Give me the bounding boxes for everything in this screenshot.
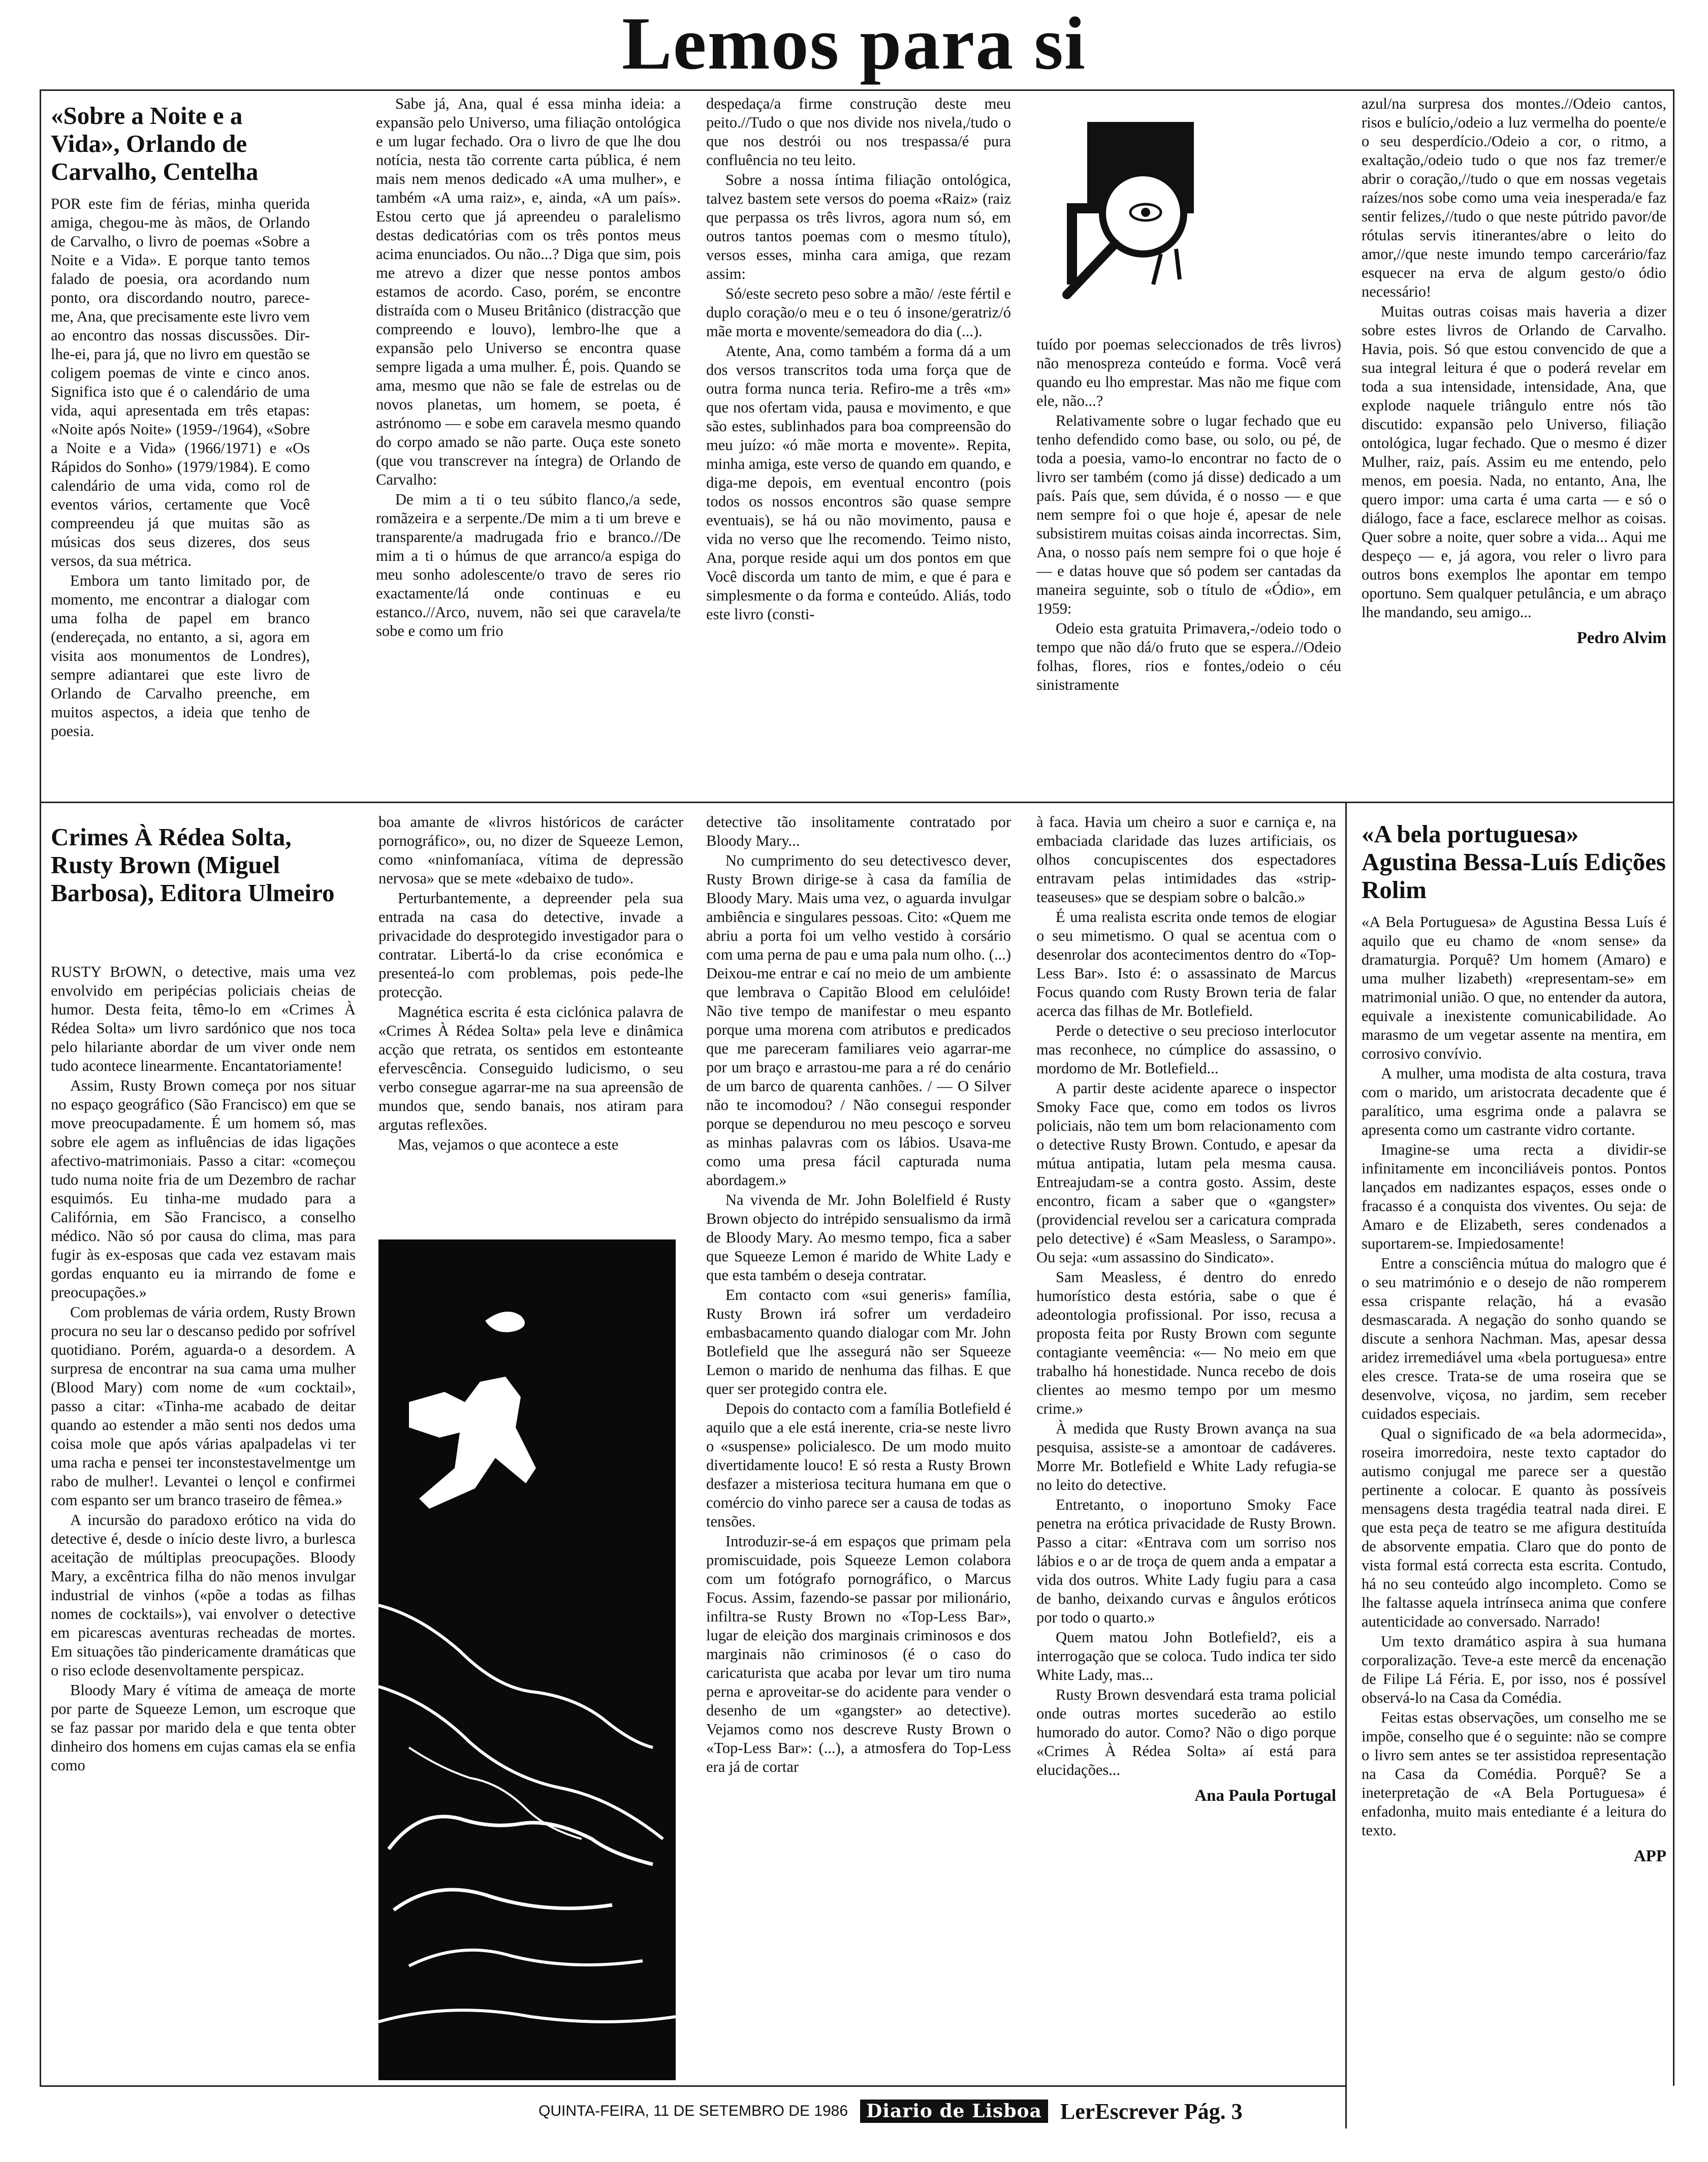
footer-date: QUINTA-FEIRA, 11 DE SETEMBRO DE 1986 xyxy=(539,2103,848,2119)
article3-headline: «A bela portuguesa» Agustina Bessa-Luís Edições Rolim xyxy=(1362,820,1666,904)
article1-paragraph: Relativamente sobre o lugar fechado que eu tenho defendido como base, ou solo, ou pé, de toda a poesia, vamo-lo encontrar no facto de o livro ser também (como já disse) dedicado a um país. País que, sem dúvida, é o nosso — e que nem sempre foi o que hoje é, apesar de nele subsistirem muitas coisas ainda incorrectas. Sim, Ana, o nosso país nem sempre foi o que hoje é — e datas houve que só podem ser cantadas da maneira seguinte, sob o título de «Ódio», em 1959: xyxy=(1036,412,1341,617)
article3-author: APP xyxy=(1633,1847,1666,1865)
left-border xyxy=(40,89,41,2086)
article1-column-1 xyxy=(51,94,310,798)
article2-column-3 xyxy=(706,813,1011,2080)
article2-paragraph: À medida que Rusty Brown avança na sua pesquisa, assiste-se a amontoar de cadáveres. Morre Mr. Botlefield e White Lady refugia-se no leito do detective. xyxy=(1036,1420,1336,1493)
article1-author: Pedro Alvim xyxy=(1576,629,1666,647)
article2-paragraph: Sam Measless, é dentro do enredo humorístico desta estória, sabe o que é adeontologia profissional. Por isso, recusa a proposta feita por Rusty Brown com segunte contagiante veemência: «— No meio em que trabalho há honestidade. Nunca recebo de dois clientes ao mesmo tempo por um mesmo crime.» xyxy=(1036,1268,1336,1417)
article2-paragraph: detective tão insolitamente contratado por Bloody Mary... xyxy=(706,813,1011,849)
article2-paragraph: No cumprimento do seu detectivesco dever, Rusty Brown dirige-se à casa da família de Bloody Mary. Mais uma vez, o aguarda invulgar ambiência e singulares pessoas. Cito: «Quem me abriu a porta foi um velho vestido à corsário com uma perna de pau e uma pala num olho. (...) Deixou-me entrar e caí no meio de um ambiente que lembrava o Capitão Blood em celulóide! Não tive tempo de manifestar o meu espanto porque uma morena com atributos e predicados que me pareceram familiares veio agarrar-me por um braço e arrastou-me para a ré do cenário de um barco de quarenta canhões. / — O Silver não te incomodou? / Não consegui responder porque se dependurou no meu pescoço e sorveu as minhas palavras com os lábios. Usava-me como uma presa fácil capturada numa abordagem.» xyxy=(706,852,1011,1189)
article3-column xyxy=(1362,813,1666,2118)
article3-paragraph: Entre a consciência mútua do malogro que é o seu matrimónio e o desejo de não romperem essa crispante relação, há a evasão desmascarada. A negação do sonho quando se discute a senhora Nachman. Mas, apesar dessa aridez irremediável uma «bela portuguesa» entre eles cresce. Trata-se de uma roseira que se desenvolve, viçosa, no jardim, sem receber cuidados especiais. xyxy=(1362,1255,1666,1422)
page-title: Lemos para si xyxy=(622,2,1086,85)
article1-paragraph: despedaça/a firme construção deste meu peito.//Tudo o que nos divide nos nivela,/tudo o que nos destrói ou nos trespassa/é pura confluência no teu leito. xyxy=(706,95,1011,169)
article1-paragraph: Muitas outras coisas mais haveria a dizer sobre estes livros de Orlando de Carvalho. Havia, pois. Só que estou convencido de que a sua integral leitura é que o poderá revelar em toda a sua intensidade, intensidade, Ana, que explode naquele triângulo entre nós tão discutido: expansão pelo Universo, filiação ontológica, lugar fechado. Que o mesmo é dizer Mulher, raiz, país. Assim eu me entendo, pelo menos, em poesia. Nada, no entanto, Ana, lhe quero impor: uma carta é uma carta — e só o diálogo, face a face, esclarece melhor as coisas. Quer sobre a noite, quer sobre a vida... Aqui me despeço — e, já agora, vou reler o livro para outros bons exemplos lhe apontar em tempo oportuno. Sem qualquer petulância, e um abraço lhe mandando, seu amigo... xyxy=(1362,303,1666,621)
article1-paragraph: De mim a ti o teu súbito flanco,/a sede, romãzeira e a serpente./De mim a ti um breve e transparente/a madrugada frio e branco.//De mim a ti o húmus de que arranco/a espiga do meu sonho adolescente/o travo de seres rio exactamente/lá onde continuas e eu estanco.//Arco, nuvem, não sei que caravela/te sobe e como um frio xyxy=(376,491,681,640)
top-rule xyxy=(40,89,1674,91)
middle-rule xyxy=(40,802,1674,803)
article1-paragraph: azul/na surpresa dos montes.//Odeio cantos, risos e bulício,/odeio a luz vermelha do poente/e o seu desperdício./Odeio a cor, o ritmo, a exaltação,/odeio tudo o que nos faz tremer/e abrir o coração,//tudo o que em nossas vegetais raízes/nos sobe como uma veia inesperada/e faz sentir felizes,//tudo o que neste pútrido pavor/de rótulas servis itinerantes/abre o leito do amor,//que neste imundo tempo carcerário/faz esquecer na erva de algum gesto/o ódio necessário! xyxy=(1362,95,1666,300)
article1-column-5 xyxy=(1362,94,1666,798)
article1-column-3 xyxy=(706,94,1011,798)
article3-paragraph: Imagine-se uma recta a dividir-se infinitamente em inconciliáveis pontos. Pontos lançados em nadizantes espaços, esses onde o fracasso é a conquista dos viventes. Ou seja: de Amaro e de Elizabeth, seres condenados a suportarem-se. Impiedosamente! xyxy=(1362,1141,1666,1252)
article2-paragraph: RUSTY BrOWN, o detective, mais uma vez envolvido em peripécias policiais cheias de humor. Desta feita, têmo-lo em «Crimes À Rédea Solta» um livro sardónico que nos toca pelo hilariante abordar de um viver onde nem tudo acontece linearmente. Encantatoriamente! xyxy=(51,963,356,1074)
article2-paragraph: A partir deste acidente aparece o inspector Smoky Face que, como em todos os livros policiais, não tem um bom relacionamento com o detective Rusty Brown. Contudo, e apesar da mútua antipatia, lutam pela mesma causa. Entreajudam-se a contra gosto. Assim, deste encontro, ficam a saber que o «gangster» (providencial revelou ser a caricatura comprada pelo detective) é «Sam Measless, o Sarampo». Ou seja: «um assassino do Sindicato». xyxy=(1036,1079,1336,1266)
bottom-rule xyxy=(40,2085,1345,2087)
article2-column-4 xyxy=(1036,813,1336,2080)
article2-column-2 xyxy=(378,813,683,1229)
article1-paragraph: POR este fim de férias, minha querida amiga, chegou-me às mãos, de Orlando de Carvalho, o livro de poemas «Sobre a Noite e a Vida». E porque tanto temos falado de poesia, ora acordando num ponto, ora discordando noutro, parece-me, Ana, que precisamente este livro vem ao encontro das nossas discussões. Dir-lhe-ei, para já, que no livro em questão se coligem poemas de vinte e cinco anos. Significa isto que é o calendário de uma vida, aqui apresentada em três etapas: «Noite após Noite» (1959-/1964), «Sobre a Noite e a Vida» (1966/1971) e «Os Rápidos do Sonho» (1979/1984). E como calendário de uma vida, como rol de eventos vários, certamente que Você compreendeu já que muitas são as músicas dos seus dizeres, dos seus versos, da sua métrica. xyxy=(51,195,310,569)
article2-paragraph: Mas, vejamos o que acontece a este xyxy=(398,1136,619,1153)
footer-section-page: LerEscrever Pág. 3 xyxy=(1060,2099,1243,2124)
article2-paragraph: Com problemas de vária ordem, Rusty Brown procura no seu lar o descanso pedido por sofrível quotidiano. Porém, aguarda-o a desordem. A surpresa de encontrar na sua cama uma mulher (Blood Mary) com nome de «um cocktail», passo a citar: «Tinha-me acabado de deitar quando ao estender a mão senti nos dedos uma coisa mole que após várias apalpadelas vi ter uma racha e pensei ter inconstestavelmentge um rabo de mulher!. Levantei o lençol e confirmei com espanto ser um branco traseiro de fêmea.» xyxy=(51,1303,356,1509)
article2-paragraph: É uma realista escrita onde temos de elogiar o seu mimetismo. O qual se acentua com o desenrolar dos acontecimentos dentro do «Top-Less Bar». Isto é: o assassinato de Marcus Focus quando com Rusty Brown teria de falar acerca das filhas de Mr. Botlefield. xyxy=(1036,908,1336,1020)
article1-column-4 xyxy=(1036,335,1341,798)
article2-paragraph: A incursão do paradoxo erótico na vida do detective é, desde o início deste livro, a burlesca aceitação de múltiplas preocupações. Bloody Mary, a excêntrica filha do não menos invulgar industrial de vinhos («põe a todas as filhas nomes de cocktails»), vai envolver o detective em picarescas aventuras recheadas de mortes. Em situações tão pindericamente dramáticas que o riso eclode desenvoltamente perspicaz. xyxy=(51,1511,356,1679)
article1-headline: «Sobre a Noite e a Vida», Orlando de Carvalho, Centelha xyxy=(51,102,259,185)
article2-paragraph: Perde o detective o seu precioso interlocutor mas reconhece, no cúmplice do assassino, o mordomo de Mr. Botlefield... xyxy=(1036,1022,1336,1077)
article3-paragraph: «A Bela Portuguesa» de Agustina Bessa Luís é aquilo que eu chamo de «nom sense» da dramaturgia. Porquê? Um homem (Amaro) e uma mulher lizabeth) «representam-se» em matrimonial união. O que, no entender da autora, equivale a inexistente comunicabilidade. Ao marasmo de um vegetar assente na mentira, em corrosivo convívio. xyxy=(1362,913,1666,1062)
magnifying-glass-icon xyxy=(1031,102,1209,315)
article2-headline: Crimes À Rédea Solta, Rusty Brown (Miguel Barbosa), Editora Ulmeiro xyxy=(51,823,335,907)
article2-paragraph: Magnética escrita é esta ciclónica palavra de «Crimes À Rédea Solta» pela leve e dinâmica acção que retrata, os sentidos em estonteante efervescência. Conseguido ludicismo, o seu verbo consegue agarrar-me na sua apreensão de mundos que, sendo banais, nos atiram para argutas reflexões. xyxy=(378,1003,683,1133)
article2-paragraph: Introduzir-se-á em espaços que primam pela promiscuidade, pois Squeeze Lemon colabora com um fotógrafo pornográfico, o Marcus Focus. Assim, fazendo-se passar por milionário, infiltra-se Rusty Brown no «Top-Less Bar», lugar de eleição dos marginais criminosos e dos marginais não criminosos (é o caso do caricaturista que acaba por levar um tiro numa perna e aproveitar-se do acidente para vender o desenho de um «gangster» ao detective). Vejamos como nos descreve Rusty Brown o «Top-Less Bar»: (...), a atmosfera do Top-Less era já de cortar xyxy=(706,1533,1011,1775)
article1-paragraph: Atente, Ana, como também a forma dá a um dos versos transcritos toda uma força que de outra forma nunca teria. Refiro-me a três «m» que nos ofertam vida, pausa e movimento, e que são estes, sublinhados para boa compreensão do meu juízo: «ó mãe morta e movente». Repita, minha amiga, este verso de quando em quando, e diga-me depois, em eventual encontro (pois todos os nossos encontros são quase sempre eventuais), se há ou não movimento, pausa e vida no verso que lhe recomendo. Teimo nisto, Ana, porque reside aqui um dos pontos em que Você discorda um tanto de mim, e que é para e simplesmente o da forma e conteúdo. Aliás, todo este livro (consti- xyxy=(706,342,1011,623)
article2-paragraph: Perturbantemente, a depreender pela sua entrada na casa do detective, invade a privacidade do desprotegido investigador para o contratar. Libertá-lo da crise económica e presenteá-lo com problemas, pois pede-lhe protecção. xyxy=(378,889,683,1001)
article3-paragraph: Um texto dramático aspira à sua humana corporalização. Teve-a este mercê da encenação de Filipe Lá Féria. E, por isso, nos é possível observá-lo na Casa da Comédia. xyxy=(1362,1633,1666,1706)
hat-icon xyxy=(485,1312,525,1332)
article3-paragraph: A mulher, uma modista de alta costura, trava com o marido, um aristocrata decadente que é paralítico, uma esgrima onde a palavra se apresenta como um castrante vidro cortante. xyxy=(1362,1065,1666,1138)
right-border xyxy=(1673,89,1674,2086)
article2-paragraph: Em contacto com «sui generis» família, Rusty Brown irá sofrer um verdadeiro embasbacamento quando dialogar com Mr. John Botlefield que lhe assegurá não ser Squeeze Lemon o marido de nenhuma das filhas. E que quer ser protegido contra ele. xyxy=(706,1286,1011,1397)
article3-paragraph: Feitas estas observações, um conselho me se impõe, conselho que é o seguinte: não se compre o livro sem antes se ter assistidoa representação na Casa da Comédia. Porquê? Se a ineterpretação de «A Bela Portuguesa» é enfadonha, muito mais entediante é a leitura do texto. xyxy=(1362,1709,1666,1839)
article2-paragraph: Entretanto, o inoportuno Smoky Face penetra na erótica privacidade de Rusty Brown. Passo a citar: «Entrava com um sorriso nos lábios e o ar de troça de quem anda a empatar a vida dos outros. White Lady fugiu para a casa de banho, deixando curvas e ângulos eróticos por todo o quarto.» xyxy=(1036,1496,1336,1626)
article2-paragraph: Assim, Rusty Brown começa por nos situar no espaço geográfico (São Francisco) em que se move preocupadamente. É um homem só, mas sobre ele agem as influências de idas ligações afectivo-matrimoniais. Passo a citar: «começou tudo numa noite fria de um Dezembro de rachar esquimós. Eu tinha-me mudado para a Califórnia, em São Francisco, a conselho médico. Não só por causa do clima, mas para fugir às ex-esposas que cada vez estavam mais gordas enquanto eu ia mirrando de fome e preocupações.» xyxy=(51,1077,356,1301)
article2-paragraph: Na vivenda de Mr. John Bolelfield é Rusty Brown objecto do intrépido sensualismo da irmã de Bloody Mary. Ao mesmo tempo, fica a saber que Squeeze Lemon é marido de White Lady e que esta também o deseja contratar. xyxy=(706,1191,1011,1284)
article3-divider xyxy=(1345,803,1347,2128)
running-figure-icon xyxy=(409,1377,536,1509)
newspaper-logo: Diario de Lisboa xyxy=(860,2100,1048,2123)
article2-paragraph: Depois do contacto com a família Botlefield é aquilo que a ele está inerente, cria-se neste livro o «suspense» policialesco. De um modo muito divertidamente louco! E só resta a Rusty Brown desfazer a misteriosa tecitura humana em que o comércio do vinho parece ser a causa de todas as tensões. xyxy=(706,1400,1011,1530)
article1-paragraph: Sabe já, Ana, qual é essa minha ideia: a expansão pelo Universo, uma filiação ontológica e um lugar fechado. Ora o livro de que lhe dou notícia, nesta tão corrente carta pública, é nem mais nem menos dedicado «A uma mulher», e também «A uma raiz», e, ainda, «A um país». Estou certo que já apreendeu o paralelismo destas dedicatórias com os três pontos meus acima enunciados. Ou não...? Diga que sim, pois me atrevo a dizer que nesse pontos ambos estamos de acordo. Caso, porém, se encontre distraída com o Museu Britânico (distracção que compreendo e louvo), lembro-lhe que a expansão pelo Universo se encontra quase sempre ligada a uma mulher. É, pois. Quando se ama, mesmo que não se fale de estrelas ou de novos planetas, um homem, se poeta, é astrónomo — e sobe em caravela mesmo quando do corpo amado se não parte. Ouça este soneto (que vou transcrever na íntegra) de Orlando de Carvalho: xyxy=(376,95,681,488)
article2-author: Ana Paula Portugal xyxy=(1194,1787,1336,1805)
article2-column-1 xyxy=(51,813,356,2080)
article2-paragraph: boa amante de «livros históricos de carácter pornográfico», ou, no dizer de Squeeze Lemon, como «ninfomaníaca, vítima de depressão nervosa» que se mete «debaixo de tudo». xyxy=(378,813,683,887)
article1-paragraph: Embora um tanto limitado por, de momento, me encontrar a dialogar com uma folha de papel em branco (endereçada, no entanto, a si, agora em visita aos monumentos de Londres), sempre adiantarei que este livro de Orlando de Carvalho preenche, em muitos aspectos, a ideia que tenho de poesia. xyxy=(51,572,310,740)
article1-paragraph: Só/este secreto peso sobre a mão/ /este fértil e duplo coração/o meu e o teu ó insone/geratriz/ó mãe morta e movente/semeadora do dia (...). xyxy=(706,285,1011,340)
magnifier-illustration xyxy=(1031,102,1209,315)
article2-paragraph: Quem matou John Botlefield?, eis a interrogação que se coloca. Tudo indica ter sido White Lady, mas... xyxy=(1036,1629,1336,1683)
article2-paragraph: Rusty Brown desvendará esta trama policial onde outras mortes sucederão ao estilo humorado do autor. Como? Não o digo porque «Crimes À Rédea Solta» aí está para elucidações... xyxy=(1036,1686,1336,1778)
article1-paragraph: Sobre a nossa íntima filiação ontológica, talvez bastem sete versos do poema «Raiz» (raiz que perpassa os três livros, agora num só, em outros tantos poemas com o mesmo título), versos esses, minha cara amiga, que rezam assim: xyxy=(706,171,1011,282)
article1-column-2 xyxy=(376,94,681,798)
page-footer xyxy=(539,2097,1677,2125)
article1-paragraph: tuído por poemas seleccionados de três livros) não menospreza conteúdo e forma. Você verá quando eu lho emprestar. Mas não me fique com ele, não...? xyxy=(1036,336,1341,409)
article2-paragraph: à faca. Havia um cheiro a suor e carniça e, na embaciada claridade das luzes artificiais, os olhos concupiscentes dos espectadores entravam pelas intimidades das «strip-teaseuses» que se despiam sobre o balcão.» xyxy=(1036,813,1336,906)
article1-paragraph: Odeio esta gratuita Primavera,-/odeio todo o tempo que não dá/o fruto que se espera.//Odeio folhas, flores, rios e fontes,/odeio o céu sinistramente xyxy=(1036,620,1341,693)
article2-paragraph: Bloody Mary é vítima de ameaça de morte por parte de Squeeze Lemon, um escroque que se faz passar por marido dela e que tenta obter dinheiro dos homens em cujas camas ela se enfia como xyxy=(51,1681,356,1774)
article3-paragraph: Qual o significado de «a bela adormecida», roseira imorredoira, neste texto captador do autismo conjugal me parece ser a questão pertinente a colocar. E quanto às possíveis mensagens desta tragédia teatral nada direi. E que esta peça de teatro se me afigura destituída de absorvente empatia. Claro que do ponto de vista formal está correcta esta escrita. Contudo, há no seu conteúdo algo incompleto. Como se lhe faltasse aquela intrínseca anima que confere autenticidade ao conversado. Narrado! xyxy=(1362,1425,1666,1630)
detective-illustration xyxy=(378,1239,676,2080)
